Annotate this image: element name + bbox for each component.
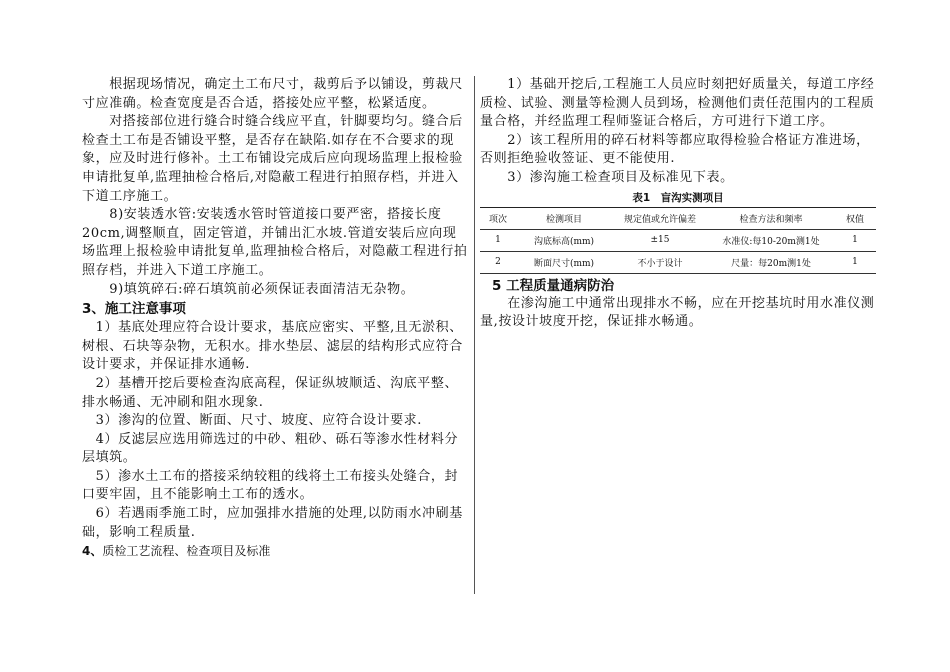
section-heading-4 [82, 542, 468, 560]
note-item: 1）基底处理应符合设计要求，基底应密实、平整,且无淤积、树根、石块等杂物，无积水。排水垫层、滤层的结构形式应符合设计要求，并保证排水通畅. [82, 320, 463, 373]
note-item: 4）反滤层应选用筛选过的中砂、粗砂、砾石等渗水性材料分层填筑。 [82, 431, 459, 466]
table-cell: 水准仪:每10-20m测1处 [708, 229, 834, 251]
table-cell: 1 [480, 229, 516, 251]
table-cell: 1 [834, 251, 876, 273]
column-divider [474, 76, 475, 594]
note-item: 5）渗水土工布的搭接采纳较粗的线将土工布接头处缝合，封口要牢固，且不能影响土工布的透水。 [82, 468, 459, 503]
paragraph-fill-gravel: 9)填筑碎石:碎石填筑前必须保证表面清洁无杂物。 [82, 281, 415, 297]
paragraph-seam-geotextile: 对搭接部位进行缝合时缝合线应平直，针脚要均匀。缝合后检查土工布是否铺设平整，是否存在缺陷.如存在不合要求的现象，应及时进行修补。土工布铺设完成后应向现场监理上报检验申请批复单,监理抽检合格后,对隐蔽工程进行拍照存档，并进入下道工序施工。 [82, 114, 463, 204]
paragraph-inspection-3: 3）渗沟施工检查项目及标准见下表。 [480, 169, 734, 185]
table-header-cell: 规定值或允许偏差 [612, 207, 708, 229]
table-cell: 尺量：每20m测1处 [708, 251, 834, 273]
table-row [480, 229, 876, 251]
table-header-cell: 项次 [480, 207, 516, 229]
note-item: 3）渗沟的位置、断面、尺寸、坡度、应符合设计要求. [82, 413, 423, 429]
paragraph-drainage-fix: 在渗沟施工中通常出现排水不畅，应在开挖基坑时用水准仪测量,按设计坡度开挖，保证排水畅通。 [480, 295, 875, 330]
section-heading-5: 5 工程质量通病防治 [492, 277, 615, 294]
table-header-row [480, 207, 876, 229]
table-cell: 断面尺寸(mm) [516, 251, 612, 273]
section-heading-4-number: 4、 [82, 544, 103, 559]
table-cell: 沟底标高(mm) [516, 229, 612, 251]
table-cell: 2 [480, 251, 516, 273]
table-cell: ±15 [612, 229, 708, 251]
table-caption: 表1 盲沟实测项目 [632, 191, 724, 204]
table-cell: 1 [834, 229, 876, 251]
table-row [480, 251, 876, 273]
paragraph-inspection-1: 1）基础开挖后,工程施工人员应时刻把好质量关，每道工序经质检、试验、测量等检测人员到场，检测他们责任范围内的工程质量合格，并经监理工程师鉴证合格后，方可进行下道工序。 [480, 77, 875, 130]
table-cell: 不小于设计 [612, 251, 708, 273]
left-column [82, 76, 468, 560]
paragraph-cut-geotextile: 根据现场情况，确定土工布尺寸，裁剪后予以铺设，剪裁尺寸应准确。检查宽度是否合适，搭接处应平整，松紧适度。 [82, 77, 463, 111]
section-heading-4-text: 质检工艺流程、检查项目及标准 [102, 544, 271, 559]
paragraph-install-pipe: 8)安装透水管:安装透水管时管道接口要严密，搭接长度20cm,调整顺直，固定管道，并铺出汇水坡.管道安装后应向现场监理上报检验申请批复单,监理抽检合格后，对隐蔽工程进行拍照存档，并进入下道工序施工。 [82, 207, 468, 278]
inspection-table [480, 207, 876, 274]
table-header-cell: 检测项目 [516, 207, 612, 229]
table-header-cell: 权值 [834, 207, 876, 229]
table-header-cell: 检查方法和频率 [708, 207, 834, 229]
note-item: 2）基槽开挖后要检查沟底高程，保证纵坡顺适、沟底平整、排水畅通、无冲刷和阻水现象. [82, 375, 459, 410]
right-column [480, 76, 876, 332]
section-heading-3: 3、施工注意事项 [82, 301, 186, 318]
note-item: 6）若遇雨季施工时，应加强排水措施的处理,以防雨水冲刷基础，影响工程质量. [82, 506, 463, 540]
paragraph-inspection-2: 2）该工程所用的碎石材料等都应取得检验合格证方准进场，否则拒绝验收签证、更不能使用. [480, 132, 870, 167]
